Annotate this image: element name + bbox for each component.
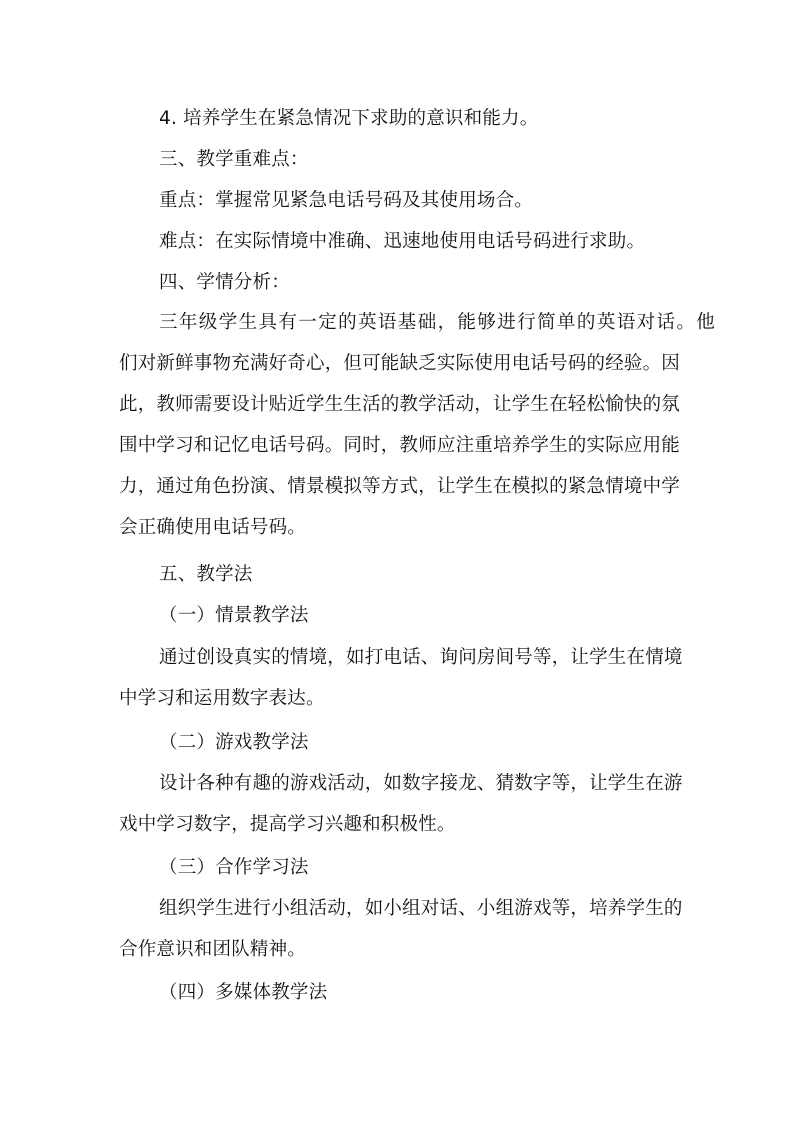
method-1-line-2: 中学习和运用数字表达。: [119, 688, 325, 709]
method-heading-cooperative: （三）合作学习法: [159, 857, 309, 878]
method-3-line-1: 组织学生进行小组活动，如小组对话、小组游戏等，培养学生的: [159, 898, 683, 919]
method-2-line-2: 戏中学习数字，提高学习兴趣和积极性。: [119, 814, 456, 835]
analysis-line-1: 三年级学生具有一定的英语基础，能够进行简单的英语对话。他: [159, 312, 715, 333]
analysis-line-2: 们对新鲜事物充满好奇心，但可能缺乏实际使用电话号码的经验。因: [119, 353, 681, 374]
analysis-line-3: 此，教师需要设计贴近学生生活的教学活动，让学生在轻松愉快的氛: [119, 394, 681, 415]
method-2-line-1: 设计各种有趣的游戏活动，如数字接龙、猜数字等，让学生在游: [159, 773, 683, 794]
objective-item-4: 4. 培养学生在紧急情况下求助的意识和能力。: [159, 108, 539, 129]
analysis-line-4: 围中学习和记忆电话号码。同时，教师应注重培养学生的实际应用能: [119, 435, 681, 456]
key-point-text: 重点：掌握常见紧急电话号码及其使用场合。: [159, 190, 534, 211]
method-3-line-2: 合作意识和团队精神。: [119, 939, 307, 960]
method-1-line-1: 通过创设真实的情境，如打电话、询问房间号等，让学生在情境: [159, 647, 683, 668]
method-heading-situational: （一）情景教学法: [159, 605, 309, 626]
section-heading-teaching-methods: 五、教学法: [159, 564, 253, 585]
analysis-line-6: 会正确使用电话号码。: [119, 517, 307, 538]
method-heading-multimedia: （四）多媒体教学法: [159, 982, 328, 1003]
section-heading-key-difficult-points: 三、教学重难点：: [159, 149, 309, 170]
analysis-line-5: 力，通过角色扮演、情景模拟等方式，让学生在模拟的紧急情境中学: [119, 476, 681, 497]
difficult-point-text: 难点：在实际情境中准确、迅速地使用电话号码进行求助。: [159, 231, 646, 252]
section-heading-student-analysis: 四、学情分析：: [159, 272, 290, 293]
method-heading-game: （二）游戏教学法: [159, 732, 309, 753]
